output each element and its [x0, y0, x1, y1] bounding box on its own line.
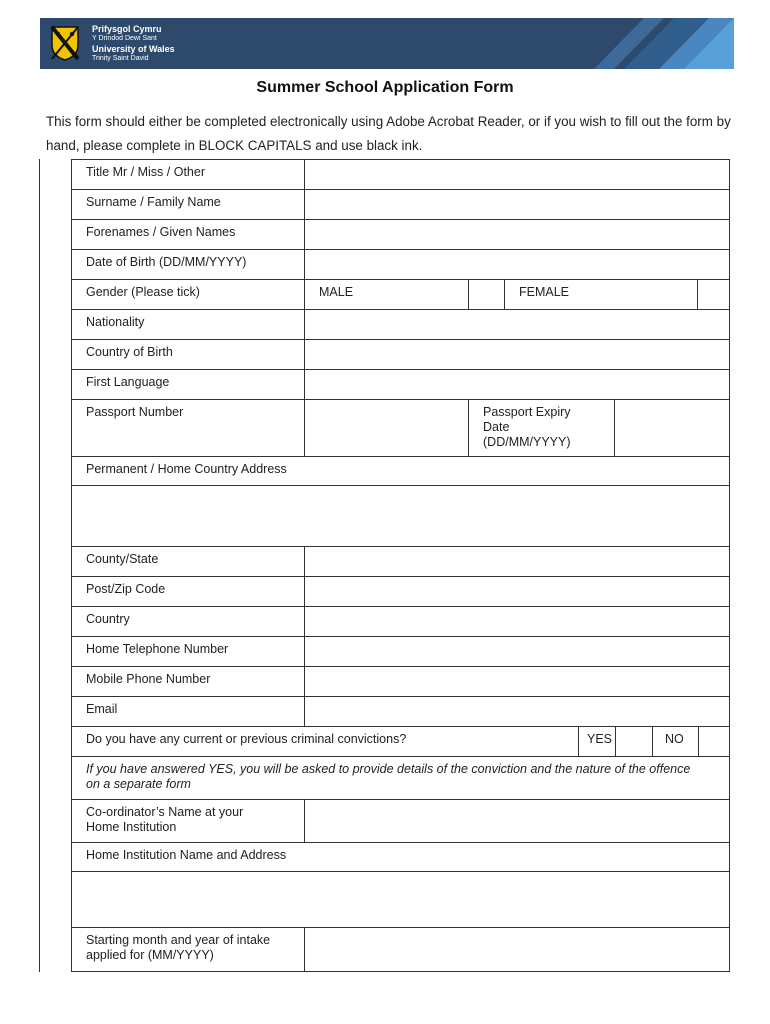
row-mobile-phone [71, 666, 730, 697]
home-phone-field[interactable] [304, 637, 729, 666]
application-form [39, 159, 730, 972]
row-passport [71, 399, 730, 457]
label-forenames: Forenames / Given Names [86, 225, 236, 239]
header-banner [40, 18, 734, 69]
county-state-field[interactable] [304, 547, 729, 576]
label-convictions: Do you have any current or previous criminal convictions? [86, 732, 407, 746]
intro-text: This form should either be completed electronically using Adobe Acrobat Reader, or if you wish to fill out the form by hand, please complete in BLOCK CAPITALS and use black ink. [46, 114, 731, 153]
label-no: NO [652, 727, 698, 756]
first-language-field[interactable] [304, 370, 729, 399]
banner-stripes [534, 18, 734, 69]
row-home-institution-label [71, 842, 730, 872]
title-field[interactable] [304, 160, 729, 189]
row-dob [71, 249, 730, 280]
label-coordinator: Co-ordinator’s Name at your Home Institution [86, 805, 244, 834]
label-home-phone: Home Telephone Number [86, 642, 229, 656]
dob-field[interactable] [304, 250, 729, 279]
label-title: Title Mr / Miss / Other [86, 165, 205, 179]
surname-field[interactable] [304, 190, 729, 219]
email-field[interactable] [304, 697, 729, 726]
label-home-address: Permanent / Home Country Address [86, 462, 287, 476]
forenames-field[interactable] [304, 220, 729, 249]
country-of-birth-field[interactable] [304, 340, 729, 369]
label-gender: Gender (Please tick) [86, 285, 200, 299]
passport-expiry-field[interactable] [614, 400, 729, 456]
male-checkbox[interactable] [468, 280, 504, 309]
label-nationality: Nationality [86, 315, 145, 329]
label-dob: Date of Birth (DD/MM/YYYY) [86, 255, 247, 269]
row-gender [71, 279, 730, 310]
logo-line-welsh: Prifysgol Cymru [92, 24, 162, 34]
row-country [71, 606, 730, 637]
label-country-of-birth: Country of Birth [86, 345, 173, 359]
logo-line-welsh-sub: Y Drindod Dewi Sant [92, 35, 157, 42]
label-home-institution: Home Institution Name and Address [86, 848, 287, 862]
row-post-zip [71, 576, 730, 607]
home-address-field[interactable] [71, 485, 730, 547]
row-coordinator [71, 799, 730, 843]
label-passport-expiry: Passport Expiry Date (DD/MM/YYYY) [468, 400, 614, 456]
row-home-address-label [71, 456, 730, 486]
row-home-phone [71, 636, 730, 667]
row-start-date [71, 927, 730, 972]
label-female: FEMALE [504, 280, 697, 309]
logo-line-english: University of Wales [92, 44, 175, 54]
row-convictions-note [71, 756, 730, 800]
row-title [71, 159, 730, 190]
passport-number-field[interactable] [304, 400, 468, 456]
nationality-field[interactable] [304, 310, 729, 339]
label-country: Country [86, 612, 130, 626]
row-nationality [71, 309, 730, 340]
post-zip-field[interactable] [304, 577, 729, 606]
country-field[interactable] [304, 607, 729, 636]
form-margin [39, 159, 71, 972]
home-institution-field[interactable] [71, 871, 730, 928]
label-first-language: First Language [86, 375, 170, 389]
label-passport-number: Passport Number [86, 405, 184, 419]
logo-line-english-sub: Trinity Saint David [92, 55, 149, 62]
label-yes: YES [578, 727, 615, 756]
label-email: Email [86, 702, 118, 716]
label-post-zip: Post/Zip Code [86, 582, 166, 596]
page-title: Summer School Application Form [256, 79, 514, 96]
label-male: MALE [304, 280, 468, 309]
row-country-of-birth [71, 339, 730, 370]
row-forenames [71, 219, 730, 250]
label-start-date: Starting month and year of intake applied for (MM/YYYY) [86, 933, 271, 962]
crest-icon [50, 25, 80, 61]
yes-checkbox[interactable] [615, 727, 652, 756]
label-mobile-phone: Mobile Phone Number [86, 672, 211, 686]
row-email [71, 696, 730, 727]
label-surname: Surname / Family Name [86, 195, 221, 209]
start-date-field[interactable] [304, 928, 729, 971]
university-logo-text [92, 24, 175, 64]
row-surname [71, 189, 730, 220]
convictions-note: If you have answered YES, you will be asked to provide details of the conviction and the nature of the offence on a separate form [86, 762, 691, 791]
row-first-language [71, 369, 730, 400]
mobile-phone-field[interactable] [304, 667, 729, 696]
coordinator-field[interactable] [304, 800, 729, 842]
no-checkbox[interactable] [698, 727, 729, 756]
row-county-state [71, 546, 730, 577]
female-checkbox[interactable] [697, 280, 729, 309]
label-county-state: County/State [86, 552, 159, 566]
row-convictions [71, 726, 730, 757]
